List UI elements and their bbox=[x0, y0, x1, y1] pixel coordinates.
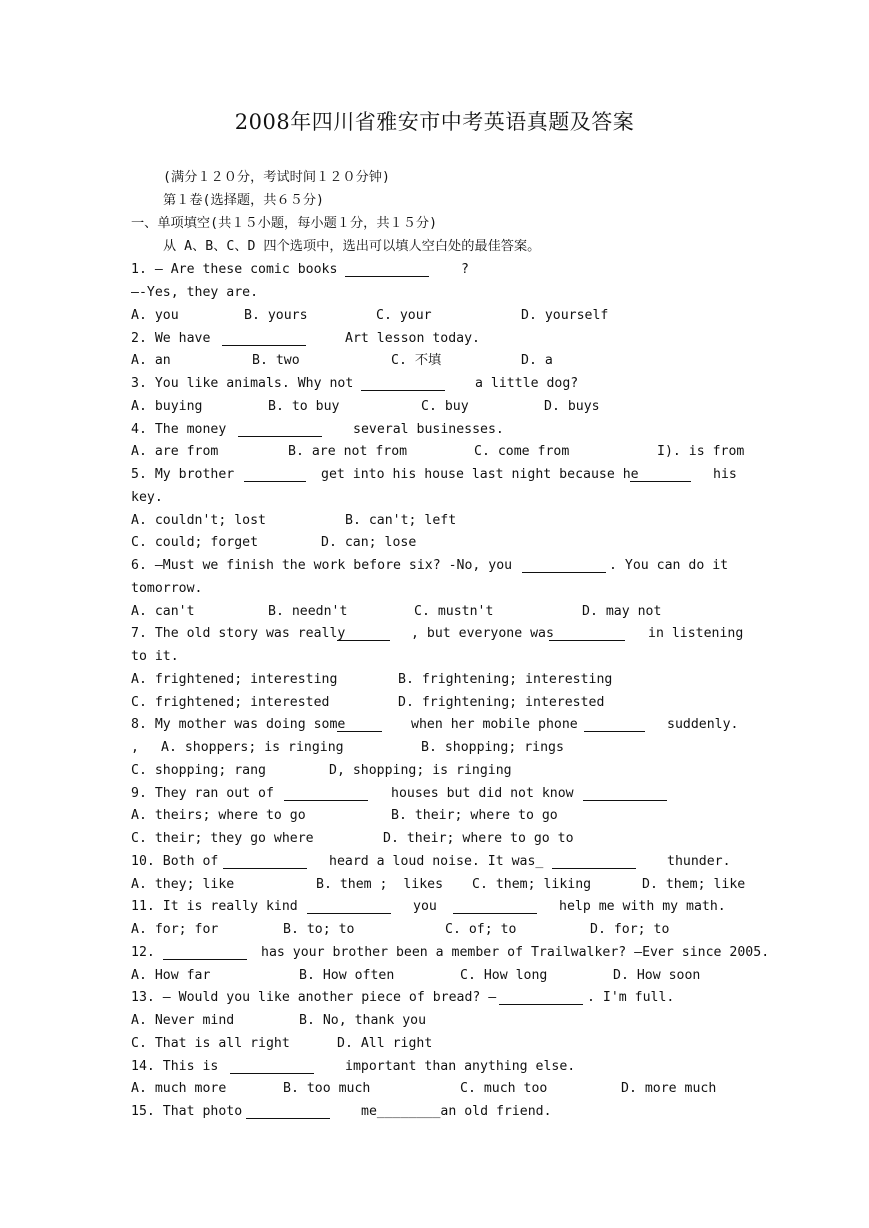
text-segment: . I'm full. bbox=[587, 990, 675, 1005]
text-line bbox=[131, 419, 741, 441]
text-segment: B. frightening; interesting bbox=[398, 672, 613, 687]
text-segment: D. a bbox=[521, 353, 553, 368]
text-segment: C. mustn't bbox=[414, 604, 494, 619]
text-segment: tomorrow. bbox=[131, 581, 203, 596]
text-segment: A. couldn't; lost bbox=[131, 513, 266, 528]
text-segment: 7. The old story was really bbox=[131, 626, 346, 641]
answer-blank bbox=[499, 1004, 583, 1005]
text-segment: B. needn't bbox=[268, 604, 348, 619]
text-line bbox=[131, 805, 741, 827]
text-segment: B. yours bbox=[244, 308, 308, 323]
text-line bbox=[131, 760, 741, 782]
text-line bbox=[131, 282, 741, 304]
text-segment: A. much more bbox=[131, 1081, 227, 1096]
text-segment: A. they; like bbox=[131, 877, 235, 892]
text-segment: suddenly. bbox=[667, 717, 739, 732]
text-line bbox=[131, 350, 741, 372]
text-segment: D, shopping; is ringing bbox=[329, 763, 512, 778]
answer-blank bbox=[238, 436, 322, 437]
text-segment: thunder. bbox=[667, 854, 731, 869]
text-segment: B. are not from bbox=[288, 444, 408, 459]
text-line bbox=[131, 714, 741, 736]
text-segment: B. to; to bbox=[283, 922, 355, 937]
text-segment: has your brother been a member of Trailwalker? —Ever since 2005. bbox=[261, 945, 770, 960]
text-segment: , but everyone was bbox=[411, 626, 554, 641]
answer-blank bbox=[361, 390, 445, 391]
text-segment: in listening bbox=[648, 626, 744, 641]
answer-blank bbox=[246, 1118, 330, 1119]
text-segment: 1. — Are these comic books bbox=[131, 262, 338, 277]
text-line bbox=[131, 213, 741, 235]
answer-blank bbox=[284, 800, 368, 801]
text-line bbox=[131, 623, 744, 645]
text-line bbox=[131, 783, 741, 805]
text-segment: C. could; forget bbox=[131, 535, 259, 550]
answer-blank bbox=[345, 276, 429, 277]
text-line bbox=[131, 601, 741, 623]
text-segment: 4. The money bbox=[131, 422, 227, 437]
text-segment: C. come from bbox=[474, 444, 570, 459]
text-segment: A. frightened; interesting bbox=[131, 672, 338, 687]
text-line bbox=[131, 692, 741, 714]
text-segment: A. are from bbox=[131, 444, 219, 459]
answer-blank bbox=[522, 572, 606, 573]
text-segment: 5. My brother bbox=[131, 467, 235, 482]
text-segment: 9. They ran out of bbox=[131, 786, 274, 801]
answer-blank bbox=[223, 868, 307, 869]
text-segment: B. No, thank you bbox=[299, 1013, 427, 1028]
answer-blank bbox=[584, 731, 645, 732]
answer-blank bbox=[630, 481, 691, 482]
text-segment: B. to buy bbox=[268, 399, 340, 414]
text-line bbox=[131, 259, 741, 281]
text-line bbox=[131, 737, 741, 759]
text-line bbox=[131, 1010, 741, 1032]
text-segment: C. That is all right bbox=[131, 1036, 290, 1051]
text-line bbox=[131, 987, 741, 1009]
text-segment: C. them; liking bbox=[472, 877, 592, 892]
text-segment: A. shoppers; is ringing bbox=[161, 740, 344, 755]
text-line bbox=[131, 646, 741, 668]
text-segment: 3. You like animals. Why not bbox=[131, 376, 354, 391]
text-segment: key. bbox=[131, 490, 163, 505]
text-segment: D. buys bbox=[544, 399, 600, 414]
text-line bbox=[131, 874, 746, 896]
text-segment: C. much too bbox=[460, 1081, 548, 1096]
text-segment: A. for; for bbox=[131, 922, 219, 937]
text-segment: A. you bbox=[131, 308, 179, 323]
text-segment: 第１卷(选择题，共６５分) bbox=[163, 193, 324, 208]
text-segment: when her mobile phone bbox=[411, 717, 578, 732]
text-line bbox=[131, 828, 741, 850]
text-segment: (满分１２０分，考试时间１２０分钟) bbox=[163, 170, 390, 185]
text-segment: several businesses. bbox=[353, 422, 504, 437]
text-line bbox=[131, 441, 745, 463]
text-segment: C. shopping; rang bbox=[131, 763, 266, 778]
text-segment: 6. —Must we finish the work before six? -No, you bbox=[131, 558, 513, 573]
text-segment: to it. bbox=[131, 649, 179, 664]
text-line bbox=[131, 510, 741, 532]
text-line bbox=[131, 487, 741, 509]
text-line bbox=[131, 167, 741, 189]
text-segment: D. can; lose bbox=[321, 535, 417, 550]
text-segment: important than anything else. bbox=[345, 1059, 576, 1074]
text-segment: B. two bbox=[252, 353, 300, 368]
answer-blank bbox=[307, 913, 391, 914]
text-segment: A. Never mind bbox=[131, 1013, 235, 1028]
text-segment: D. their; where to go to bbox=[383, 831, 574, 846]
text-line bbox=[131, 578, 741, 600]
text-segment: 14. This is bbox=[131, 1059, 219, 1074]
text-segment: 一、单项填空(共１５小题，每小题１分，共１５分) bbox=[131, 216, 438, 231]
text-line bbox=[131, 396, 741, 418]
text-segment: B. How often bbox=[299, 968, 395, 983]
text-segment: a little dog? bbox=[475, 376, 579, 391]
text-line bbox=[131, 190, 741, 212]
text-segment: A. can't bbox=[131, 604, 195, 619]
text-line bbox=[131, 305, 741, 327]
text-segment: I). is from bbox=[657, 444, 745, 459]
text-segment: 从 A、B、C、D 四个选项中，选出可以填人空白处的最佳答案。 bbox=[163, 239, 541, 254]
text-segment: , bbox=[131, 740, 139, 755]
text-segment: A. How far bbox=[131, 968, 211, 983]
text-segment: ? bbox=[461, 262, 469, 277]
text-segment: 13. — Would you like another piece of bread? — bbox=[131, 990, 497, 1005]
text-segment: C. their; they go where bbox=[131, 831, 314, 846]
text-segment: 12. bbox=[131, 945, 155, 960]
text-segment: B. them ; likes bbox=[316, 877, 444, 892]
text-line bbox=[131, 373, 741, 395]
text-segment: 10. Both of bbox=[131, 854, 219, 869]
text-line bbox=[131, 919, 741, 941]
text-segment: houses but did not know bbox=[391, 786, 574, 801]
text-segment: C. How long bbox=[460, 968, 548, 983]
answer-blank bbox=[337, 640, 390, 641]
text-segment: B. can't; left bbox=[345, 513, 457, 528]
text-segment: D. yourself bbox=[521, 308, 609, 323]
text-line bbox=[131, 669, 741, 691]
text-line bbox=[131, 236, 741, 258]
text-segment: B. their; where to go bbox=[391, 808, 558, 823]
text-segment: D. frightening; interested bbox=[398, 695, 605, 710]
text-segment: C. of; to bbox=[445, 922, 517, 937]
answer-blank bbox=[453, 913, 537, 914]
document-title: 2008年四川省雅安市中考英语真题及答案 bbox=[234, 110, 635, 134]
text-segment: A. buying bbox=[131, 399, 203, 414]
answer-blank bbox=[583, 800, 667, 801]
text-line bbox=[131, 942, 770, 964]
text-segment: D. All right bbox=[337, 1036, 433, 1051]
text-line bbox=[131, 965, 741, 987]
text-segment: C. 不填 bbox=[391, 353, 442, 368]
text-segment: 15. That photo bbox=[131, 1104, 243, 1119]
text-segment: 8. My mother was doing some bbox=[131, 717, 346, 732]
text-segment: D. them; like bbox=[642, 877, 746, 892]
text-segment: heard a loud noise. It was_ bbox=[329, 854, 544, 869]
text-segment: me________an old friend. bbox=[361, 1104, 552, 1119]
answer-blank bbox=[230, 1073, 314, 1074]
text-line bbox=[131, 1056, 741, 1078]
answer-blank bbox=[244, 481, 306, 482]
text-segment: B. too much bbox=[283, 1081, 371, 1096]
text-segment: C. frightened; interested bbox=[131, 695, 330, 710]
text-line bbox=[131, 1101, 741, 1123]
text-segment: D. for; to bbox=[590, 922, 670, 937]
text-segment: Art lesson today. bbox=[345, 331, 480, 346]
text-line bbox=[131, 896, 741, 918]
text-segment: A. an bbox=[131, 353, 171, 368]
text-segment: you bbox=[413, 899, 437, 914]
text-segment: —-Yes, they are. bbox=[131, 285, 259, 300]
text-segment: C. buy bbox=[421, 399, 469, 414]
text-line bbox=[131, 851, 741, 873]
answer-blank bbox=[552, 868, 636, 869]
text-segment: 2. We have bbox=[131, 331, 211, 346]
text-segment: help me with my math. bbox=[559, 899, 726, 914]
text-segment: get into his house last night because he bbox=[321, 467, 639, 482]
text-segment: 11. It is really kind bbox=[131, 899, 298, 914]
text-line bbox=[131, 555, 741, 577]
text-line bbox=[131, 532, 741, 554]
text-segment: D. more much bbox=[621, 1081, 717, 1096]
text-line bbox=[131, 464, 741, 486]
text-segment: A. theirs; where to go bbox=[131, 808, 306, 823]
answer-blank bbox=[549, 640, 625, 641]
text-segment: D. may not bbox=[582, 604, 662, 619]
answer-blank bbox=[337, 731, 382, 732]
answer-blank bbox=[222, 345, 306, 346]
text-segment: D. How soon bbox=[613, 968, 701, 983]
text-line bbox=[131, 328, 741, 350]
answer-blank bbox=[163, 959, 247, 960]
text-segment: . You can do it bbox=[609, 558, 729, 573]
text-segment: C. your bbox=[376, 308, 432, 323]
text-line bbox=[131, 1033, 741, 1055]
text-line bbox=[131, 1078, 741, 1100]
text-segment: his bbox=[713, 467, 737, 482]
text-segment: B. shopping; rings bbox=[421, 740, 564, 755]
